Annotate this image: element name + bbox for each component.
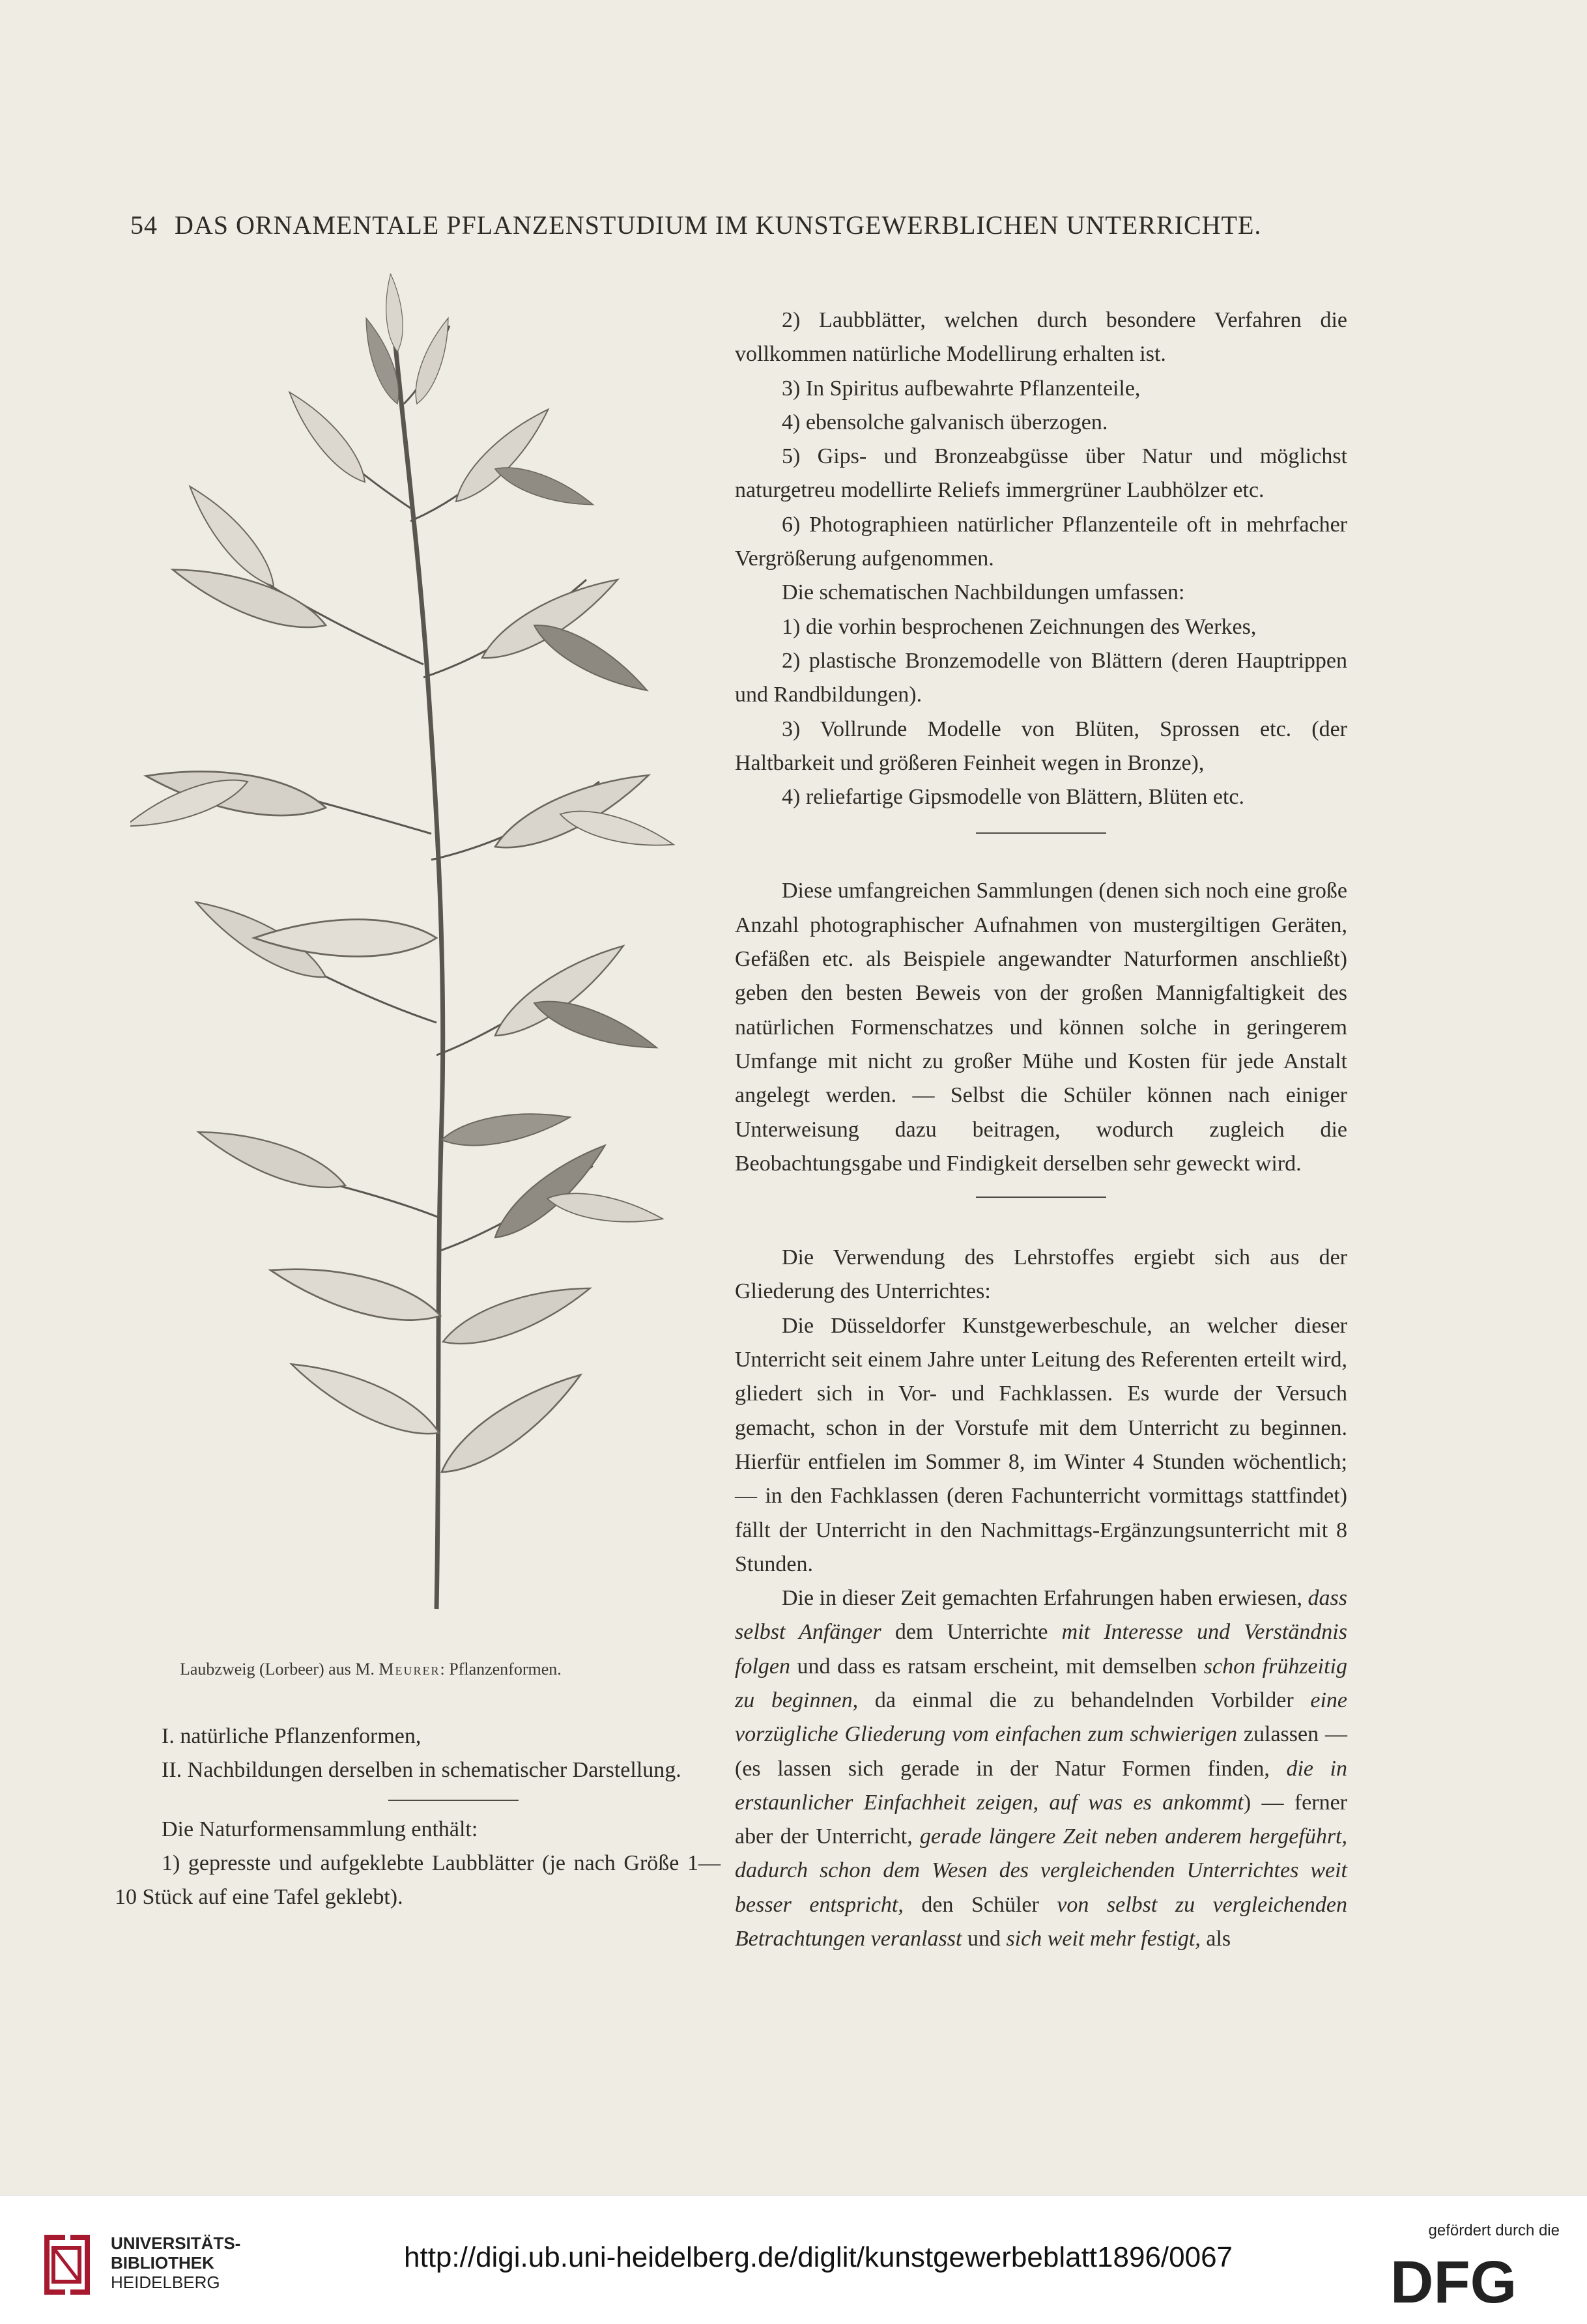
schematic-intro: Die schematischen Nachbildungen umfassen: [782, 580, 1185, 605]
collection-intro: Die Naturformensammlung enthält: [162, 1817, 478, 1841]
section-rule [976, 832, 1106, 834]
list-item: 1) die vorhin besprochenen Zeichnungen des Werkes, [782, 614, 1257, 639]
figure-caption: Laubzweig (Lorbeer) aus M. Meurer: Pflanzenformen. [180, 1660, 562, 1679]
left-column [115, 1720, 721, 1914]
footer-bar [0, 2195, 1587, 2324]
list-item-natural: I. natürliche Pflanzenformen, [162, 1724, 422, 1748]
list-item: 6) Photographieen natürlicher Pflanzenteile oft in mehrfacher Vergrößerung aufgenommen. [735, 512, 1347, 571]
running-head [130, 210, 1322, 241]
list-item: 4) reliefartige Gipsmodelle von Blättern, Blüten etc. [782, 785, 1244, 810]
natural-forms-list [735, 304, 1347, 576]
ub-heidelberg-logo [39, 2228, 95, 2301]
list-item: 4) ebensolche galvanisch überzogen. [782, 410, 1108, 434]
list-item-reproductions: II. Nachbildungen derselben in schematischer Darstellung. [162, 1758, 681, 1783]
list-item: 2) plastische Bronzemodelle von Blättern (deren Hauptrippen und Randbildungen). [735, 648, 1347, 707]
list-item: 2) Laubblätter, welchen durch besondere Verfahren die vollkommen natürliche Modellirung erhalten ist. [735, 308, 1347, 367]
laurel-branch-illustration [130, 274, 717, 1641]
schematic-list [735, 610, 1347, 815]
library-name: UNIVERSITÄTS- BIBLIOTHEK HEIDELBERG [111, 2233, 241, 2292]
paragraph-experience: Die in dieser Zeit gemachten Erfahrungen haben erwiesen, dass selbst Anfänger dem Unterrichte mit Interesse und Verständnis folgen und dass es ratsam erscheint, mit demselben schon frühzeitig zu beginnen, da einmal die zu behandelnden Vorbilder eine vorzügliche Gliederung vom einfachen zum schwierigen zulassen — (es lassen sich gerade in der Natur Formen finden, die in erstaunlicher Einfachheit zeigen, auf was es ankommt) — ferner aber der Unterricht, gerade längere Zeit neben anderem hergeführt, dadurch schon dem Wesen des vergleichenden Unterrichtes weit besser entspricht, den Schüler von selbst zu vergleichenden Betrachtungen veranlasst und sich weit mehr festigt, als [735, 1586, 1348, 1951]
dfg-logo [1390, 2254, 1561, 2308]
permalink-url[interactable]: http://digi.ub.uni-heidelberg.de/diglit/kunstgewerbeblatt1896/0067 [404, 2241, 1233, 2273]
svg-text:DFG: DFG [1390, 2254, 1517, 2308]
list-item: 5) Gips- und Bronzeabgüsse über Natur und möglichst naturgetreu modellirte Reliefs immergrüner Laubhölzer etc. [735, 444, 1347, 503]
page-number: 54 [130, 210, 158, 240]
right-column [735, 304, 1347, 1956]
funding-credit: gefördert durch die [1428, 2222, 1560, 2239]
paragraph-duesseldorf: Die Düsseldorfer Kunstgewerbeschule, an welcher dieser Unterricht seit einem Jahre unter Leitung des Referenten erteilt wird, gliedert sich in Vor- und Fachklassen. Es wurde der Versuch gemacht, schon in der Vorstufe mit dem Unterricht zu beginnen. Hierfür entfielen im Sommer 8, im Winter 4 Stunden wöchentlich; — in den Fachklassen (deren Fachunterricht vormittags stattfindet) fällt der Unterricht in den Nachmittags-Ergänzungsunterricht mit 8 Stunden. [735, 1313, 1347, 1576]
paragraph-use: Die Verwendung des Lehrstoffes ergiebt sich aus der Gliederung des Unterrichtes: [735, 1245, 1347, 1304]
collection-item-1: 1) gepresste und aufgeklebte Laubblätter (je nach Größe 1—10 Stück auf eine Tafel geklebt). [115, 1850, 721, 1910]
list-item: 3) In Spiritus aufbewahrte Pflanzenteile, [782, 376, 1141, 401]
list-item: 3) Vollrunde Modelle von Blüten, Sprossen etc. (der Haltbarkeit und größeren Feinheit wegen in Bronze), [735, 716, 1347, 775]
section-rule [976, 1197, 1106, 1198]
paragraph-collections: Diese umfangreichen Sammlungen (denen sich noch eine große Anzahl photographischer Aufnahmen von mustergiltigen Geräten, Gefäßen etc. als Beispiele angewandter Naturformen anschließt) geben den besten Beweis von der großen Mannigfaltigkeit des natürlichen Formenschatzes und können solche in geringerem Umfange mit nicht zu großer Mühe und Kosten für jede Anstalt angelegt werden. — Selbst die Schüler können nach einiger Unterweisung dazu beitragen, wodurch zugleich die Beobachtungsgabe und Findigkeit derselben sehr geweckt wird. [735, 879, 1347, 1176]
section-rule [388, 1800, 519, 1801]
running-title: DAS ORNAMENTALE PFLANZENSTUDIUM IM KUNSTGEWERBLICHEN UNTERRICHTE. [175, 210, 1262, 240]
